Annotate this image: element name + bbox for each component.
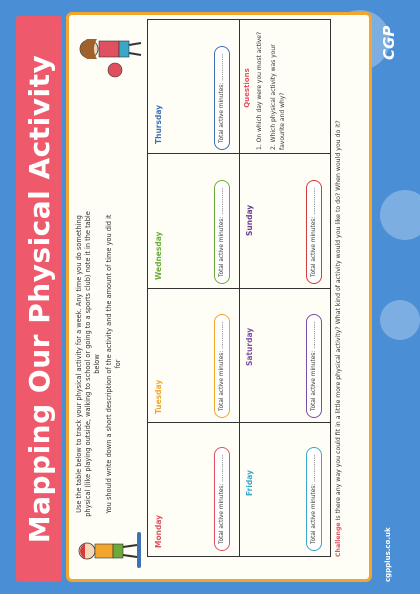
questions-panel (242, 26, 292, 150)
challenge-body: Is there any way you could fit in a little more physical activity? What kind of activity would you like to do? When would you do it? (335, 120, 342, 521)
website-url: cgpplus.co.uk (384, 527, 392, 582)
instructions-line-1: Use the table below to track your physical activity for a week. Any time you do something physical (like playing outside, walking to school or going to a sports club) note it in the table below (75, 211, 101, 517)
day-wednesday: Wednesday (154, 231, 163, 280)
cgp-logo: CGP (380, 25, 398, 60)
boy-illustration (75, 523, 145, 573)
girl-illustration (75, 19, 145, 79)
day-sunday: Sunday (245, 204, 254, 236)
table-column-divider (148, 422, 330, 423)
title-bar (16, 16, 62, 582)
day-friday: Friday (245, 469, 254, 496)
question-1: 1. On which day were you most active? (256, 31, 264, 150)
sunday-minutes-box[interactable]: Total active minutes: ............... (306, 180, 322, 284)
worksheet-sheet (66, 12, 372, 582)
monday-minutes-box[interactable]: Total active minutes: ............... (214, 447, 230, 551)
friday-minutes-box[interactable]: Total active minutes: ............... (306, 447, 322, 551)
instructions (75, 209, 125, 519)
instructions-line-2: You should write down a short description of the activity and the amount of time you did it for (104, 214, 122, 514)
day-thursday: Thursday (154, 104, 163, 144)
thursday-minutes-box[interactable]: Total active minutes: ............... (214, 46, 230, 150)
day-saturday: Saturday (245, 327, 254, 366)
wednesday-minutes-box[interactable]: Total active minutes: ............... (214, 180, 230, 284)
questions-title: Questions (243, 68, 251, 108)
tuesday-minutes-box[interactable]: Total active minutes: ............... (214, 314, 230, 418)
page-title: Mapping Our Physical Activity (22, 54, 56, 544)
challenge-label: Challenge (335, 522, 342, 557)
day-tuesday: Tuesday (154, 379, 163, 414)
challenge-text (335, 19, 342, 557)
saturday-minutes-box[interactable]: Total active minutes: ............... (306, 314, 322, 418)
question-2: 2. Which physical activity was your favourite and why? (269, 44, 286, 150)
table-column-divider (148, 153, 330, 154)
day-monday: Monday (154, 514, 163, 548)
table-column-divider (148, 288, 330, 289)
activity-table (147, 19, 331, 557)
